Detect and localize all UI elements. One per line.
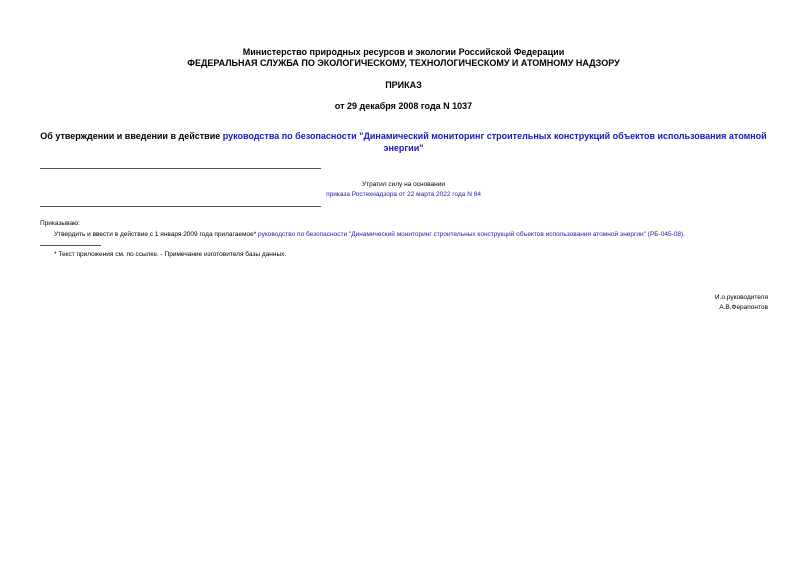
order-item-guide-link[interactable]: руководство по безопасности "Динамический мониторинг строительных конструкций объектов использования атомной энергии" (РБ-045-08) bbox=[258, 231, 684, 238]
repeal-text: Утратил силу на основании bbox=[361, 181, 446, 188]
title-guide-link[interactable]: руководства по безопасности "Динамический мониторинг строительных конструкций объектов использования атомной энергии" bbox=[222, 131, 767, 153]
signature-name: А.В.Ферапонтов bbox=[719, 304, 768, 311]
footnote-text: * Текст приложения см. по ссылке. - Примечание изготовителя базы данных. bbox=[54, 251, 287, 258]
title-prefix: Об утверждении и введении в действие bbox=[40, 131, 223, 141]
document-date: от 29 декабря 2008 года N 1037 bbox=[334, 101, 473, 111]
repeal-order-link[interactable]: приказа Ростехнадзора от 22 марта 2022 года N 84 bbox=[326, 191, 481, 198]
document-type: ПРИКАЗ bbox=[385, 80, 422, 90]
service-name: ФЕДЕРАЛЬНАЯ СЛУЖБА ПО ЭКОЛОГИЧЕСКОМУ, ТЕХНОЛОГИЧЕСКОМУ И АТОМНОМУ НАДЗОРУ bbox=[187, 58, 620, 68]
order-word: Приказываю: bbox=[40, 220, 80, 227]
divider-bottom bbox=[40, 206, 321, 207]
divider-top bbox=[40, 168, 321, 169]
footnote-divider bbox=[40, 245, 101, 246]
order-item-suffix: . bbox=[683, 231, 685, 238]
order-item bbox=[54, 230, 685, 239]
ministry-name: Министерство природных ресурсов и экологии Российской Федерации bbox=[242, 47, 565, 57]
document-title bbox=[40, 130, 767, 154]
signature-position: И.о.руководителя bbox=[714, 294, 768, 301]
order-item-prefix: Утвердить и ввести в действие с 1 января 2009 года прилагаемое* bbox=[54, 231, 259, 238]
